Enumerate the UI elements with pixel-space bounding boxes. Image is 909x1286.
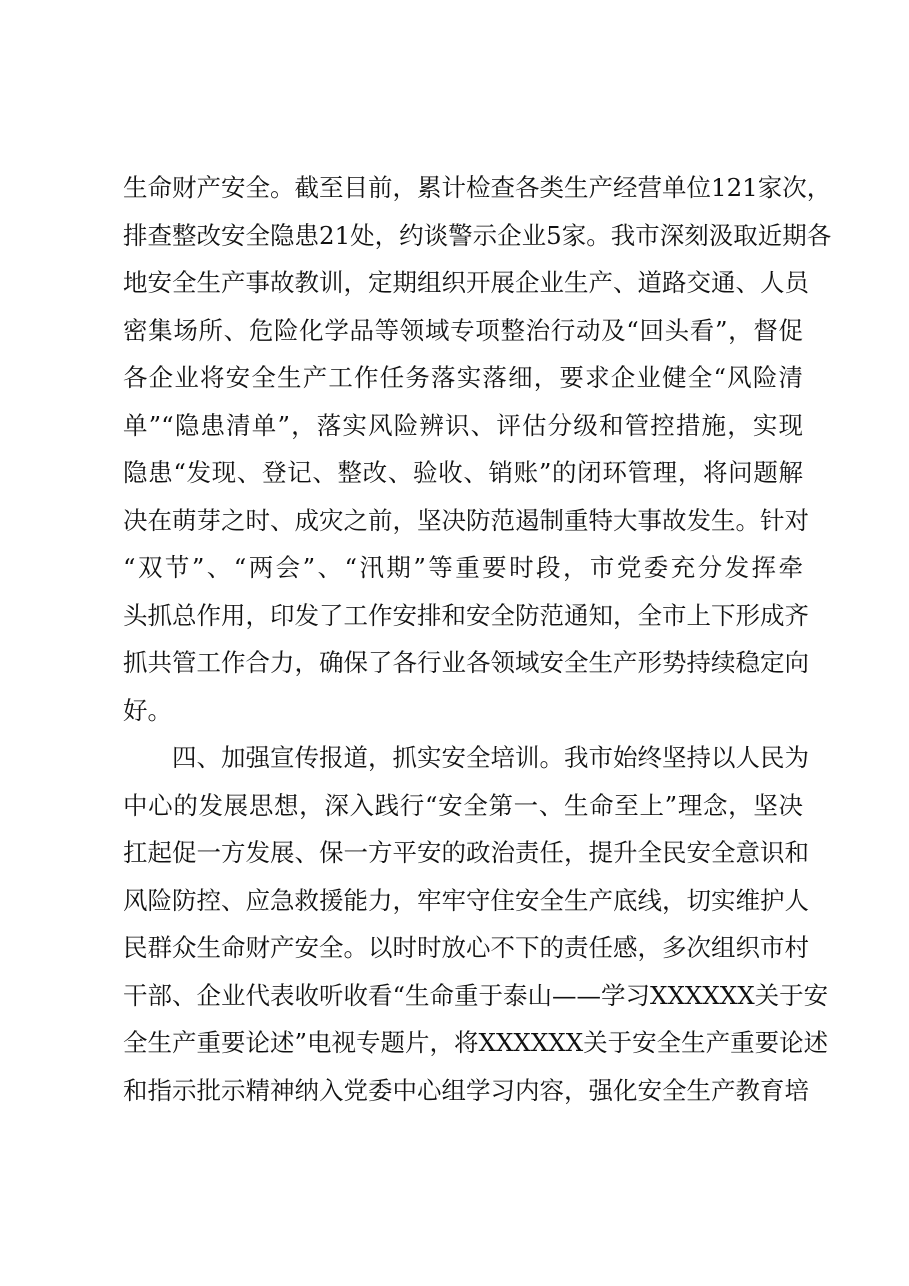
text-line: 好。	[123, 695, 172, 725]
text-line: 隐患“发现、登记、整改、验收、销账”的闭环管理，将问题解	[123, 458, 803, 487]
text-line: 单”“隐患清单”，落实风险辨识、评估分级和管控措施，实现	[123, 410, 803, 440]
text-line: 全生产重要论述”电视专题片，将XXXXXX关于安全生产重要论述	[123, 1028, 829, 1057]
text-line: 四、加强宣传报道，抓实安全培训。我市始终坚持以人民为	[172, 743, 809, 772]
paragraph-2	[123, 734, 829, 1114]
text-line: 干部、企业代表收听收看“生命重于泰山——学习XXXXXX关于安	[123, 980, 829, 1010]
text-line: 扛起促一方发展、保一方平安的政治责任，提升全民安全意识和	[123, 838, 809, 867]
text-line: 和指示批示精神纳入党委中心组学习内容，强化安全生产教育培	[123, 1075, 809, 1105]
text-line: 抓共管工作合力，确保了各行业各领域安全生产形势持续稳定向	[123, 648, 809, 677]
document-body	[123, 164, 832, 1114]
text-line: 地安全生产事故教训，定期组织开展企业生产、道路交通、人员	[123, 268, 809, 297]
text-line: 头抓总作用，印发了工作安排和安全防范通知，全市上下形成齐	[123, 600, 809, 630]
text-line: 密集场所、危险化学品等领域专项整治行动及“回头看”，督促	[123, 315, 803, 345]
text-line: 中心的发展思想，深入践行“安全第一、生命至上”理念，坚决	[123, 790, 803, 820]
paragraph-1	[123, 164, 832, 734]
text-line: 风险防控、应急救援能力，牢牢守住安全生产底线，切实维护人	[123, 885, 809, 915]
text-line: 民群众生命财产安全。以时时放心不下的责任感，多次组织市村	[123, 933, 809, 962]
text-line: 决在萌芽之时、成灾之前，坚决防范遏制重特大事故发生。针对	[123, 505, 809, 535]
text-line: 各企业将安全生产工作任务落实落细，要求企业健全“风险清	[123, 363, 803, 392]
text-line: 生命财产安全。截至目前，累计检查各类生产经营单位121家次，	[123, 173, 832, 202]
text-line: “双节”、“两会”、“汛期”等重要时段，市党委充分发挥牵	[123, 553, 803, 582]
text-line: 排查整改安全隐患21处，约谈警示企业5家。我市深刻汲取近期各	[123, 220, 832, 250]
